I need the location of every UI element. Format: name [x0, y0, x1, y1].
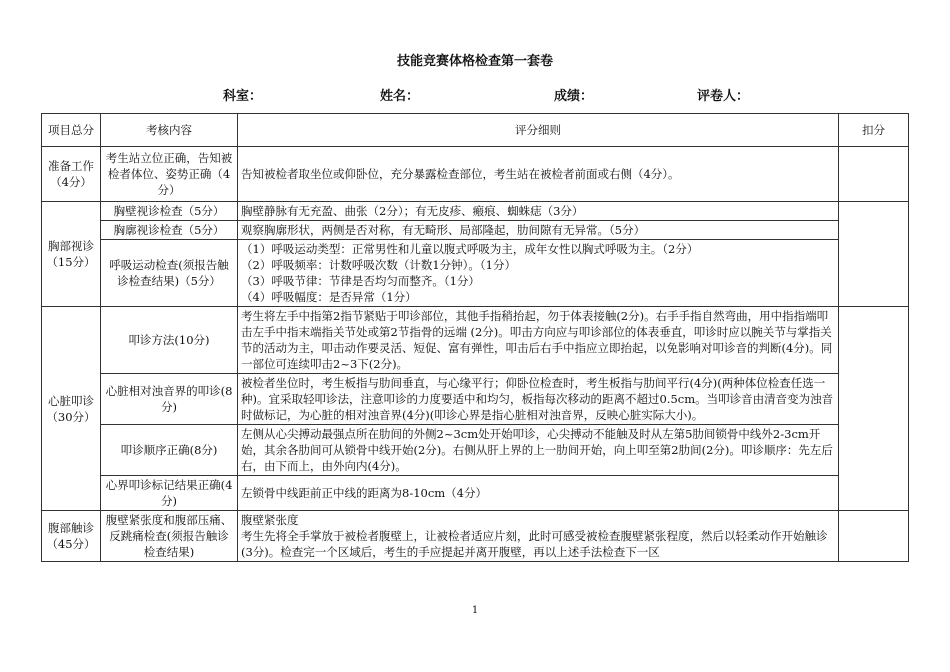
header-row — [42, 114, 909, 147]
abdomen-line: 考生先将全手掌放于被检者腹壁上，让被检者适应片刻，此时可感受被检查腹壁紧张程度，然后以轻柔动作开始触诊(3分)。检查完一个区域后，考生的手应提起并离开腹壁，再以上述手法检查下一区 — [241, 529, 828, 559]
order-content: 叩诊顺序正确(8分) — [101, 425, 238, 476]
table-row — [42, 425, 909, 476]
dullness-detail: 被检者坐位时，考生板指与肋间垂直，与心缘平行；仰卧位检查时，考生板指与肋间平行(4分)(两种体位检查任选一种)。宜采取轻叩诊法，注意叩诊的力度要适中和均匀，板指每次移动的距离不超过0.5cm。当叩诊音由清音变为浊音时做标记，为心脏的相对浊音界(4分)(叩诊心界是指心脏相对浊音界，反映心脏实际大小)。 — [238, 374, 839, 425]
table-row — [42, 374, 909, 425]
order-detail: 左侧从心尖搏动最强点所在肋间的外侧2~3cm处开始叩诊，心尖搏动不能触及时从左第5肋间锁骨中线外2-3cm开始，其余各肋间可从锁骨中线开始(2分)。右侧从肝上界的上一肋间开始，向上叩至第2肋间(2分)。叩诊顺序：先左后右，由下而上，由外向内(4分)。 — [238, 425, 839, 476]
percussion-method-content: 叩诊方法(10分) — [101, 307, 238, 374]
table-row — [42, 221, 909, 240]
table-row — [42, 511, 909, 562]
page-number: 1 — [471, 605, 479, 616]
border-mark-detail: 左锁骨中线距前正中线的距离为8-10cm（4分） — [238, 476, 839, 511]
thorax-content: 胸廓视诊检查（5分） — [101, 221, 238, 240]
header-detail: 评分细则 — [238, 114, 839, 147]
abdomen-line: 腹壁紧张度 — [241, 513, 299, 527]
exam-table — [41, 113, 909, 562]
prep-detail: 告知被检者取坐位或仰卧位，充分暴露检查部位，考生站在被检者前面或右侧（4分）。 — [238, 147, 839, 202]
table-row — [42, 202, 909, 221]
percussion-method-detail: 考生将左手中指第2指节紧贴于叩诊部位，其他手指稍抬起，勿于体表接触(2分)。右手手指自然弯曲，用中指指端叩击左手中指末端指关节处或第2节指骨的远端 (2分)。叩击方向应与叩诊部位的体表垂直，叩诊时应以腕关节与掌指关节的活动为主，叩击动作要灵活、短促、富有弹性，叩击后右手中指应立即抬起，以免影响对叩诊音的判断(4分)。同一部位可连续叩击2~3下(2分)。 — [238, 307, 839, 374]
deduct-cell[interactable] — [839, 307, 909, 511]
dullness-content: 心脏相对浊音界的叩诊(8分) — [101, 374, 238, 425]
border-mark-content: 心界叩诊标记结果正确(4分) — [101, 476, 238, 511]
table-row — [42, 307, 909, 374]
deduct-cell[interactable] — [839, 202, 909, 307]
breathing-detail — [238, 240, 839, 307]
table-row — [42, 147, 909, 202]
header-content: 考核内容 — [101, 114, 238, 147]
abdomen-tension-detail — [238, 511, 839, 562]
prep-item: 准备工作（4分） — [42, 147, 101, 202]
breathing-line: （1）呼吸运动类型：正常男性和儿童以腹式呼吸为主，成年女性以胸式呼吸为主。（2分） — [241, 242, 699, 256]
score-label: 成绩： — [554, 89, 594, 104]
heart-item: 心脏叩诊（30分） — [42, 307, 101, 511]
deduct-cell[interactable] — [839, 147, 909, 202]
prep-content: 考生站立位正确，告知被检者体位、姿势正确（4分） — [101, 147, 238, 202]
header-item: 项目总分 — [42, 114, 101, 147]
breathing-line: （4）呼吸幅度：是否异常（1分） — [241, 290, 417, 304]
grader-label: 评卷人： — [697, 89, 750, 104]
breathing-content: 呼吸运动检查(须报告触诊检查结果)（5分） — [101, 240, 238, 307]
document-title: 技能竞赛体格检查第一套卷 — [396, 54, 553, 69]
abdomen-item: 腹部触诊（45分） — [42, 511, 101, 562]
chest-item: 胸部视诊（15分） — [42, 202, 101, 307]
thorax-detail: 观察胸廓形状，两侧是否对称，有无畸形、局部隆起，肋间隙有无异常。（5分） — [238, 221, 839, 240]
dept-label: 科室： — [223, 89, 263, 104]
table-row — [42, 476, 909, 511]
chest-wall-content: 胸壁视诊检查（5分） — [101, 202, 238, 221]
breathing-line: （3）呼吸节律：节律是否均匀而整齐。（1分） — [241, 274, 480, 288]
header-deduct: 扣分 — [839, 114, 909, 147]
name-label: 姓名： — [380, 89, 420, 104]
chest-wall-detail: 胸壁静脉有无充盈、曲张（2分）；有无皮疹、瘢痕、蜘蛛痣（3分） — [238, 202, 839, 221]
breathing-line: （2）呼吸频率：计数呼吸次数（计数1分钟）。（1分） — [241, 258, 516, 272]
table-row — [42, 240, 909, 307]
abdomen-tension-content: 腹壁紧张度和腹部压痛、反跳痛检查(须报告触诊检查结果) — [101, 511, 238, 562]
deduct-cell[interactable] — [839, 511, 909, 562]
